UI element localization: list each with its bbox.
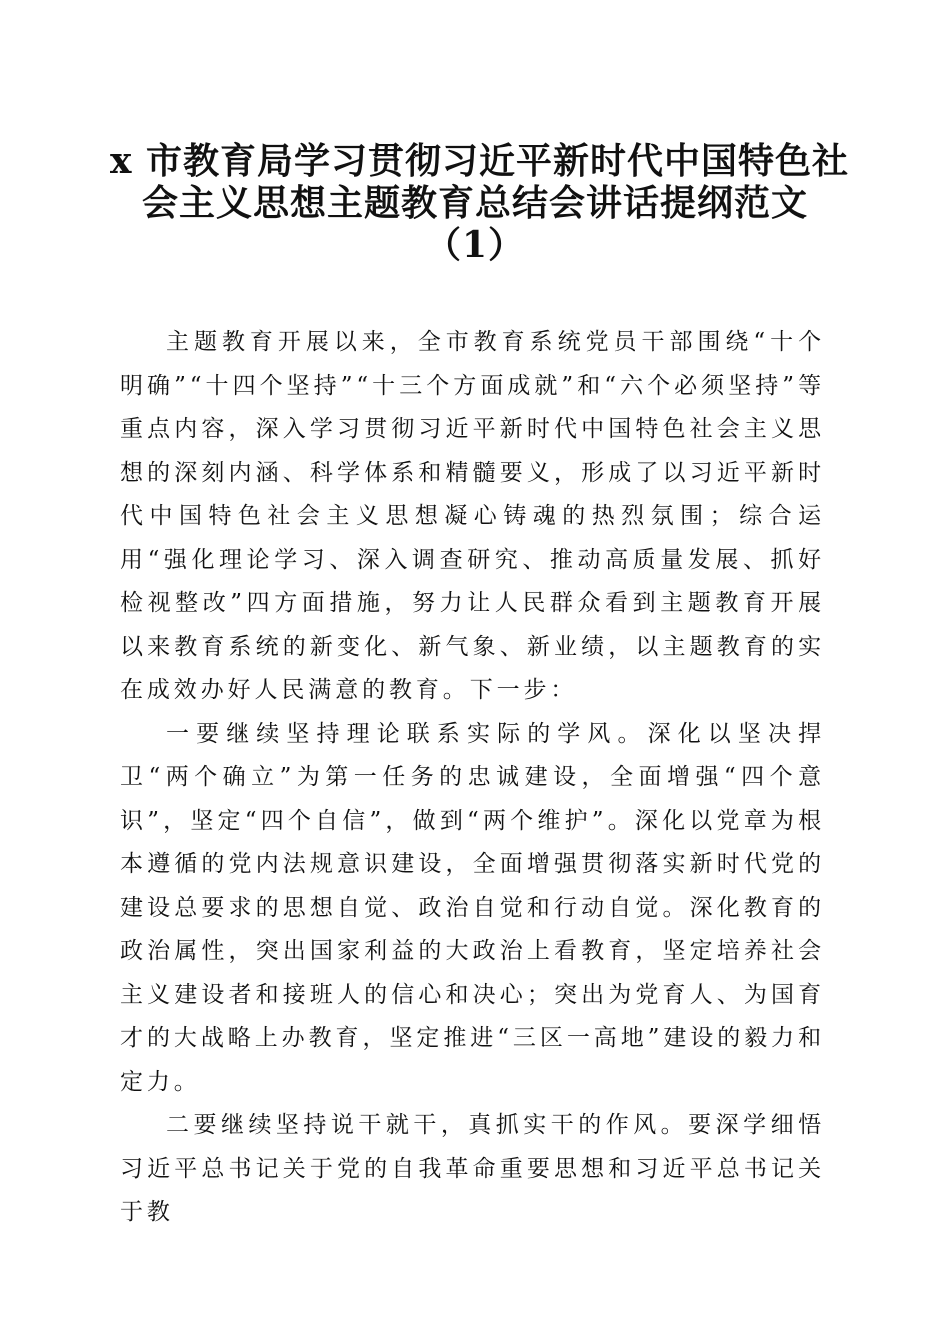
paragraph-point-two: 二要继续坚持说干就干，真抓实干的作风。要深学细悟习近平总书记关于党的自我革命重要思想和习近平总书记关于教 <box>120 1112 825 1225</box>
paragraph-intro: 主题教育开展以来，全市教育系统党员干部围绕“十个明确”“十四个坚持”“十三个方面成就”和“六个必须坚持”等重点内容，深入学习贯彻习近平新时代中国特色社会主义思想的深刻内涵、科学体系和精髓要义，形成了以习近平新时代中国特色社会主义思想凝心铸魂的热烈氛围；综合运用“强化理论学习、深入调查研究、推动高质量发展、抓好检视整改”四方面措施，努力让人民群众看到主题教育开展以来教育系统的新变化、新气象、新业绩，以主题教育的实在成效办好人民满意的教育。下一步： <box>120 329 825 703</box>
title-line-3: （1） <box>424 224 526 266</box>
paragraph-point-one: 一要继续坚持理论联系实际的学风。深化以坚决捍卫“两个确立”为第一任务的忠诚建设，全面增强“四个意识”，坚定“四个自信”，做到“两个维护”。深化以党章为根本遵循的党内法规意识建设，全面增强贯彻落实新时代党的建设总要求的思想自觉、政治自觉和行动自觉。深化教育的政治属性，突出国家利益的大政治上看教育，坚定培养社会主义建设者和接班人的信心和决心；突出为党育人、为国育才的大战略上办教育，坚定推进“三区一高地”建设的毅力和定力。 <box>120 720 825 1095</box>
document-title <box>110 140 849 266</box>
title-line-1: x 市教育局学习贯彻习近平新时代中国特色社 <box>110 140 849 182</box>
document-body <box>120 321 825 1235</box>
title-line-2: 会主义思想主题教育总结会讲话提纲范文 <box>141 182 808 224</box>
